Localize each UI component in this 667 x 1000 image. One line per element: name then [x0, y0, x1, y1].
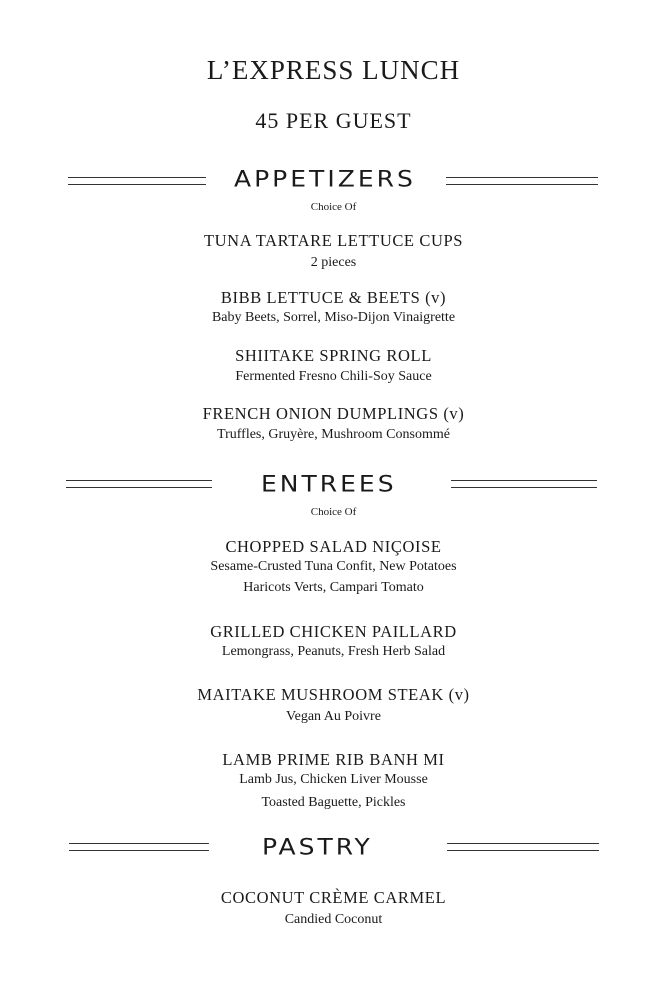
- dish-description: Haricots Verts, Campari Tomato: [243, 580, 424, 595]
- dish-description: Vegan Au Poivre: [286, 709, 381, 724]
- dish-name: SHIITAKE SPRING ROLL: [235, 346, 432, 365]
- section-subtitle: Choice Of: [310, 201, 357, 213]
- section-divider-left: [69, 843, 209, 851]
- dish-name: LAMB PRIME RIB BANH MI: [222, 750, 445, 769]
- section-title-appetizers: APPETIZERS: [234, 166, 416, 193]
- dish-name: GRILLED CHICKEN PAILLARD: [210, 622, 457, 641]
- section-title-entrees: ENTREES: [261, 471, 397, 498]
- section-divider-left: [68, 177, 206, 185]
- dish-name: FRENCH ONION DUMPLINGS (v): [202, 404, 465, 423]
- section-divider-right: [447, 843, 599, 851]
- section-divider-left: [66, 480, 212, 488]
- dish-description: Candied Coconut: [284, 912, 383, 927]
- dish-description: 2 pieces: [310, 255, 357, 270]
- menu-price: 45 PER GUEST: [255, 108, 412, 133]
- dish-description: Truffles, Gruyère, Mushroom Consommé: [217, 427, 450, 442]
- section-divider-right: [451, 480, 597, 488]
- dish-name: COCONUT CRÈME CARMEL: [220, 888, 447, 907]
- dish-description: Toasted Baguette, Pickles: [261, 795, 406, 810]
- dish-name: TUNA TARTARE LETTUCE CUPS: [203, 231, 464, 250]
- dish-description: Lemongrass, Peanuts, Fresh Herb Salad: [221, 644, 446, 659]
- section-subtitle: Choice Of: [310, 506, 357, 518]
- dish-name: MAITAKE MUSHROOM STEAK (v): [197, 685, 470, 704]
- dish-description: Fermented Fresno Chili-Soy Sauce: [235, 369, 432, 384]
- dish-description: Baby Beets, Sorrel, Miso-Dijon Vinaigrette: [211, 310, 456, 325]
- menu-title: L’EXPRESS LUNCH: [206, 55, 461, 85]
- dish-description: Sesame-Crusted Tuna Confit, New Potatoes: [210, 559, 457, 574]
- dish-name: CHOPPED SALAD NIÇOISE: [225, 537, 442, 556]
- dish-name: BIBB LETTUCE & BEETS (v): [220, 288, 447, 307]
- dish-description: Lamb Jus, Chicken Liver Mousse: [239, 772, 428, 787]
- section-title-pastry: PASTRY: [262, 834, 373, 861]
- section-divider-right: [446, 177, 598, 185]
